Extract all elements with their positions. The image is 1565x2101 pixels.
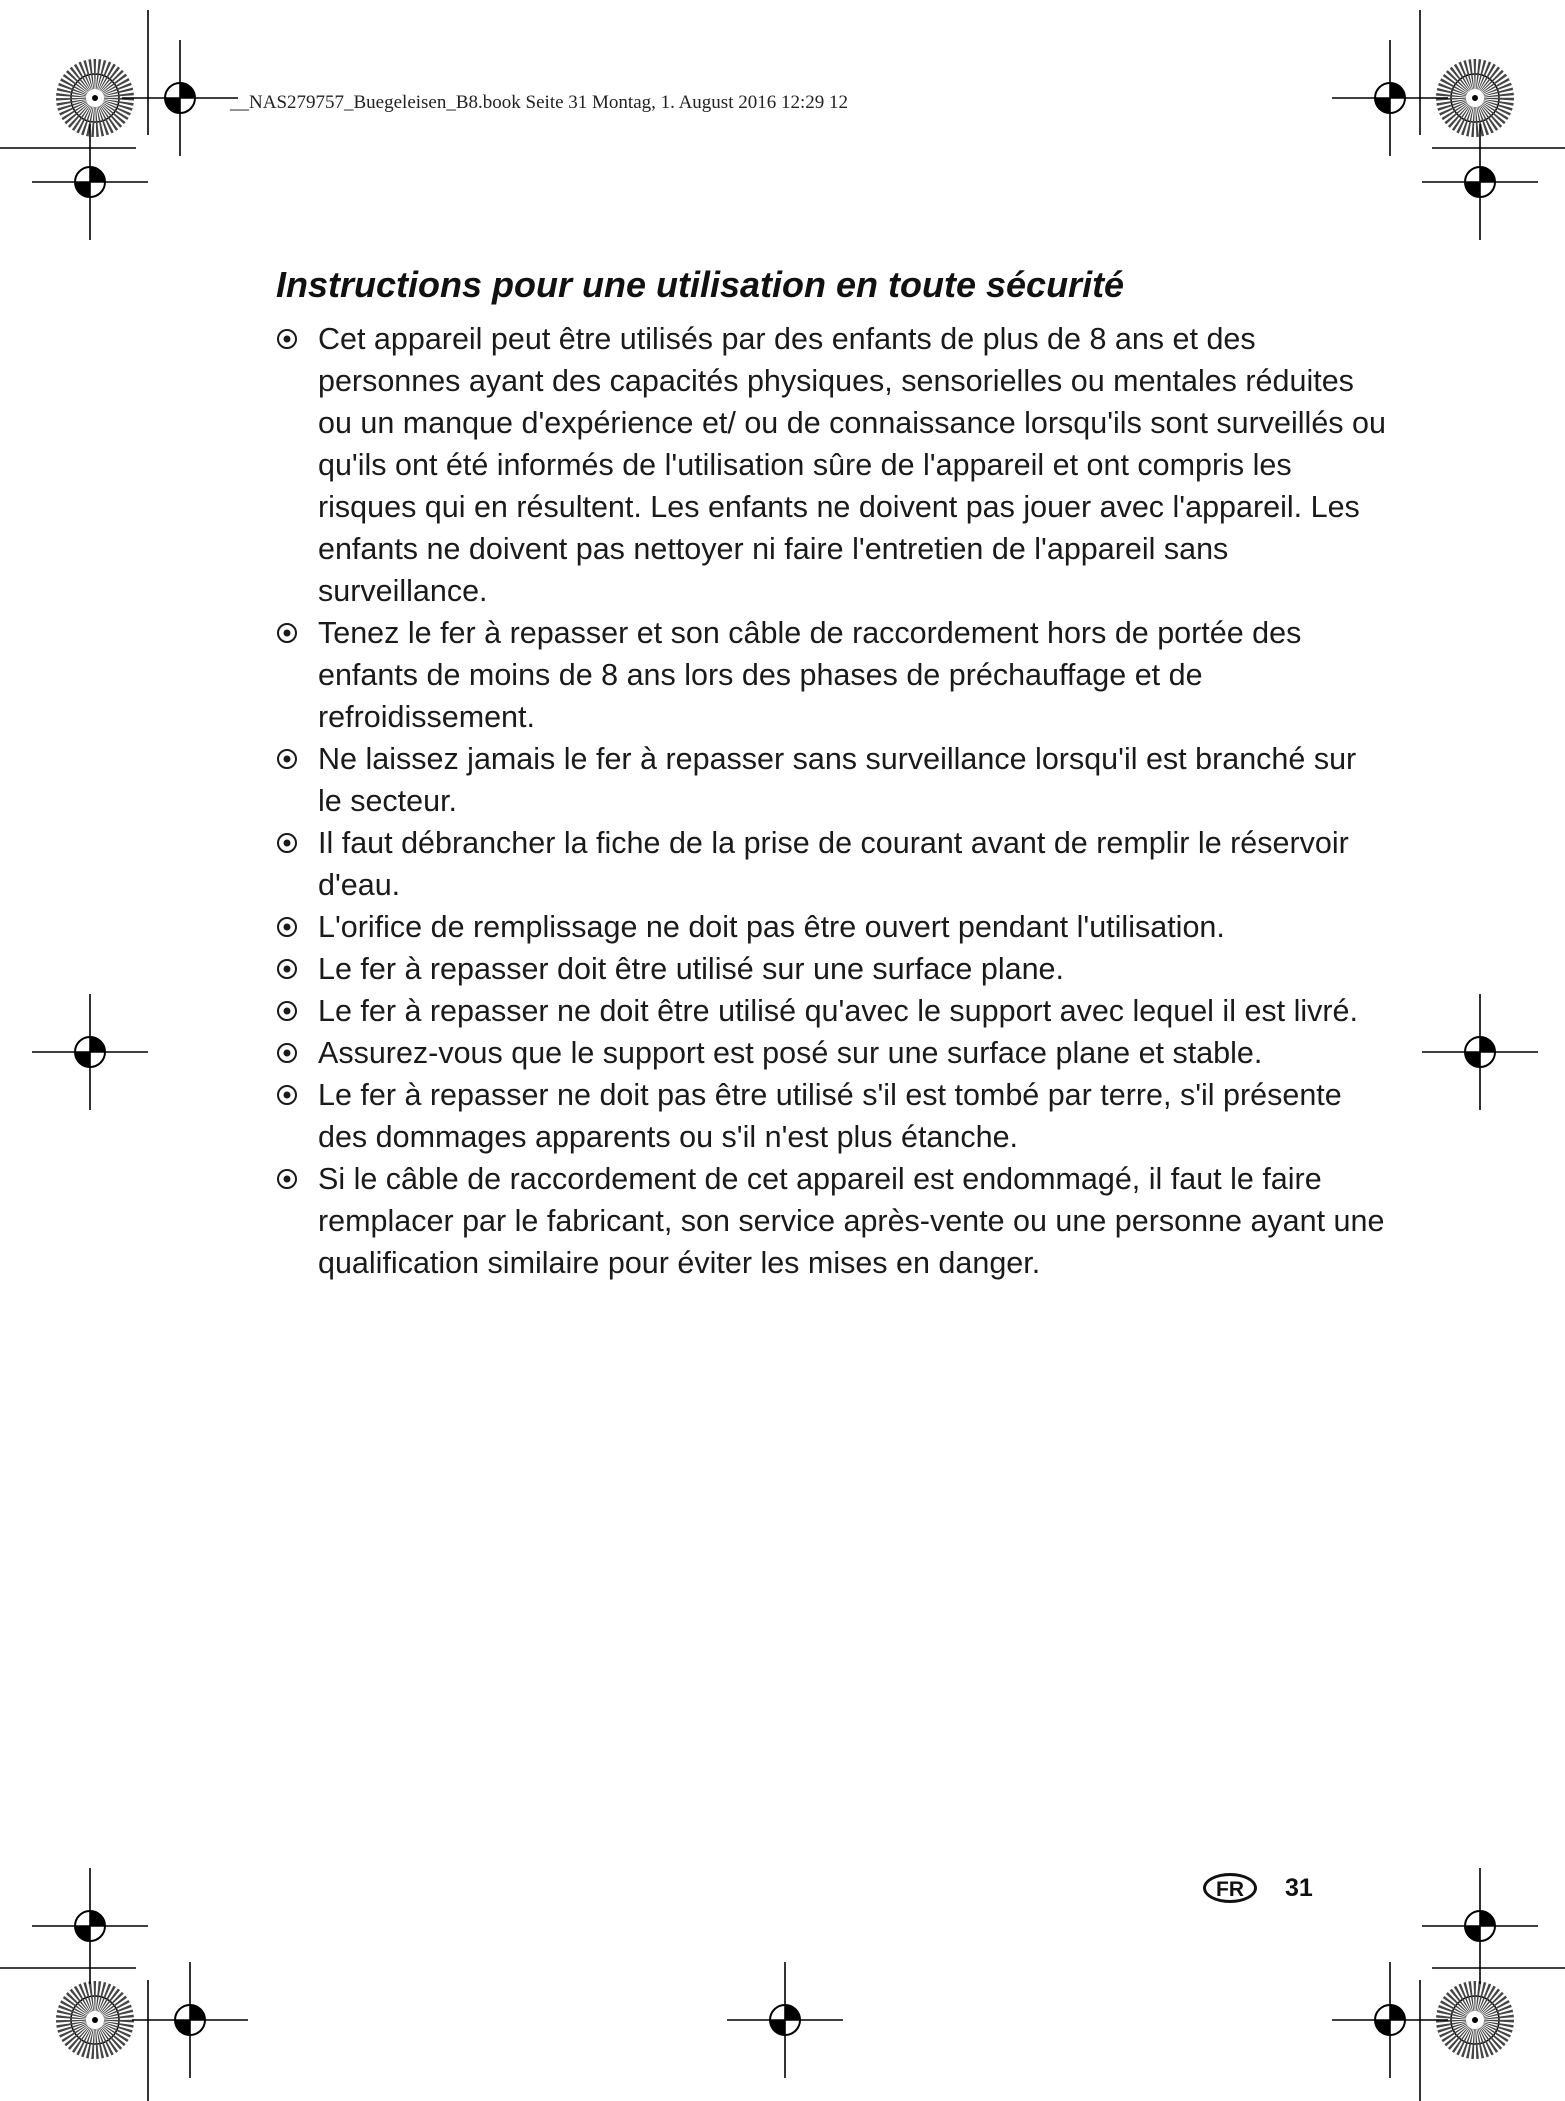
list-item-text: Assurez-vous que le support est posé sur une surface plane et stable. [318,1036,1263,1070]
list-item-text: L'orifice de remplissage ne doit pas être ouvert pendant l'utilisation. [318,910,1225,944]
circled-dot-icon [276,916,298,938]
list-item [276,1074,1386,1158]
list-item [276,318,1386,612]
list-item-text: Le fer à repasser doit être utilisé sur une surface plane. [318,952,1064,986]
list-item-text: Le fer à repasser ne doit pas être utilisé s'il est tombé par terre, s'il présente des dommages apparents ou s'il n'est plus étanche. [318,1078,1342,1154]
language-badge: FR [1203,1873,1257,1903]
circled-dot-icon [276,1084,298,1106]
list-item-text: Cet appareil peut être utilisés par des enfants de plus de 8 ans et des personnes ayant des capacités physiques, sensorielles ou mentales réduites ou un manque d'expérience et/ ou de connaissance lorsqu'ils sont surveillés ou qu'ils ont été informés de l'utilisation sûre de l'appareil et ont compris les risques qui en résultent. Les enfants ne doivent pas jouer avec l'appareil. Les enfants ne doivent pas nettoyer ni faire l'entretien de l'appareil sans surveillance. [318,322,1386,608]
print-slug-line: __NAS279757_Buegeleisen_B8.book Seite 31 Montag, 1. August 2016 12:29 12 [230,92,849,113]
list-item-text: Tenez le fer à repasser et son câble de raccordement hors de portée des enfants de moins de 8 ans lors des phases de préchauffage et de refroidissement. [318,616,1302,734]
circled-dot-icon [276,958,298,980]
list-item [276,738,1386,822]
safety-instructions-list [276,318,1386,1284]
list-item-text: Ne laissez jamais le fer à repasser sans surveillance lorsqu'il est branché sur le secteur. [318,742,1357,818]
list-item-text: Il faut débrancher la fiche de la prise de courant avant de remplir le réservoir d'eau. [318,826,1349,902]
circled-dot-icon [276,622,298,644]
list-item [276,906,1386,948]
circled-dot-icon [276,1000,298,1022]
list-item [276,1032,1386,1074]
list-item-text: Le fer à repasser ne doit être utilisé qu'avec le support avec lequel il est livré. [318,994,1358,1028]
circled-dot-icon [276,1168,298,1190]
list-item-text: Si le câble de raccordement de cet appareil est endommagé, il faut le faire remplacer par le fabricant, son service après-vente ou une personne ayant une qualification similaire pour éviter les mises en danger. [318,1162,1385,1280]
page-number: 31 [1285,1873,1313,1902]
list-item [276,948,1386,990]
list-item [276,990,1386,1032]
page-footer [1203,1873,1313,1903]
list-item [276,1158,1386,1284]
circled-dot-icon [276,328,298,350]
section-heading: Instructions pour une utilisation en toute sécurité [276,264,1125,305]
circled-dot-icon [276,832,298,854]
list-item [276,612,1386,738]
list-item [276,822,1386,906]
circled-dot-icon [276,748,298,770]
circled-dot-icon [276,1042,298,1064]
